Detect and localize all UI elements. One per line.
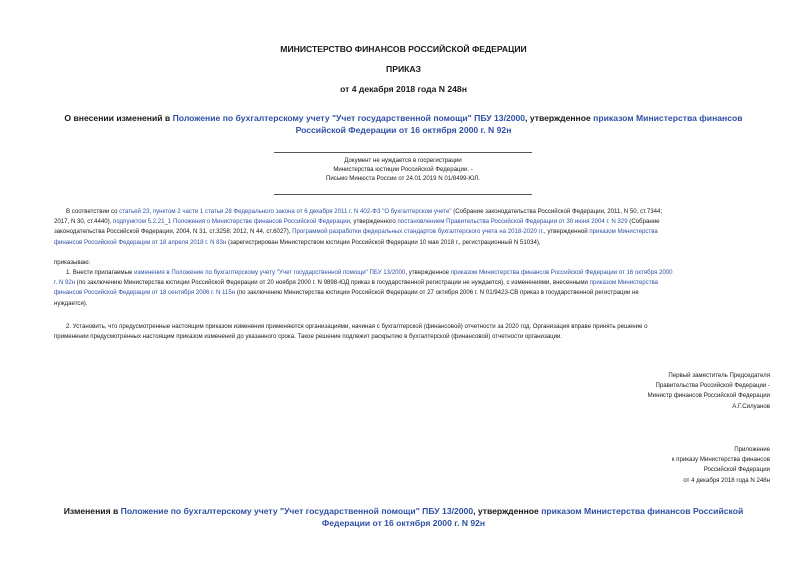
signature-line: А.Г.Силуанов: [732, 402, 770, 410]
para-text: 2017, N 30, ст.4440),: [54, 218, 114, 226]
signature-line: Правительства Российской Федерации -: [655, 382, 770, 390]
link-law-402fz[interactable]: статьей 23, пунктом 2 части 1 статьи 28 Федерального закона от 6 декабря 2011 г. N 402-ФЗ "О бухгалтерском учете": [119, 208, 452, 215]
item-text: 1. Внести прилагаемые: [66, 269, 135, 276]
signature-block: [470, 371, 770, 412]
signature-line: Министр финансов Российской Федерации: [647, 392, 770, 400]
divider-top: [274, 152, 532, 153]
title-link-order-cont[interactable]: Российской Федерации от 16 октября 2000 г. N 92н: [295, 125, 512, 135]
para-text: (зарегистрирован Министерством юстиции Российской Федерации 10 мая 2018 г., регистрационный N 51034),: [226, 238, 541, 246]
note-line: Письмо Минюста России от 24.01.2019 N 01/8499-ЮЛ.: [326, 175, 480, 182]
para-text: (Собрание законодательства Российской Федерации, 2011, N 50, ст.7344;: [451, 208, 663, 215]
item-2-paragraph: [54, 322, 768, 342]
para-text: (Собрание: [627, 218, 660, 226]
link-order-83n-cont[interactable]: финансов Российской Федерации от 18 апреля 2018 г. N 83н: [54, 238, 227, 246]
item-1-paragraph: [54, 268, 768, 309]
registration-note: [274, 156, 532, 183]
para-text: В соответствии со: [66, 208, 120, 215]
note-line: Документ не нуждается в госрегистрации: [344, 157, 462, 164]
item-2-line: 2. Установить, что предусмотренные настоящим приказом изменения применяются организациями, начиная с бухгалтерской (финансовой) отчетности за 2020 год. Организация вправе принять решение о: [66, 323, 648, 330]
doc-type-heading: ПРИКАЗ: [386, 64, 421, 74]
note-line: Министерства юстиции Российской Федерации. -: [333, 166, 473, 173]
title-text: О внесении изменений в: [64, 113, 173, 123]
link-resolution-329[interactable]: постановлением Правительства Российской Федерации от 30 июня 2004 г. N 329: [397, 218, 628, 226]
link-order-115n-cont[interactable]: финансов Российской Федерации от 18 сентября 2006 г. N 115н: [54, 289, 236, 297]
title-link-order[interactable]: приказом Министерства финансов: [593, 113, 743, 123]
item-text: , утвержденное: [405, 269, 451, 276]
title-link-pbu[interactable]: Положение по бухгалтерскому учету "Учет государственной помощи" ПБУ 13/2000: [172, 113, 526, 123]
link-program-fsbu[interactable]: Программой разработки федеральных стандартов бухгалтерского учета на 2018-2020 гг.: [292, 228, 544, 236]
divider-bottom: [274, 194, 532, 195]
appendix-line: от 4 декабря 2018 года N 248н: [683, 476, 770, 484]
link-order-83n[interactable]: приказом Министерства: [589, 228, 658, 236]
link-order-92n-cont[interactable]: г. N 92н: [54, 279, 76, 287]
title-text: , утвержденное: [525, 113, 594, 123]
appendix-line: Приложение: [734, 446, 770, 453]
link-order-115n[interactable]: приказом Министерства: [589, 279, 659, 287]
link-regulation-minfin[interactable]: подпунктом 5.2.21_1 Положения о Министерстве финансов Российской Федерации: [113, 218, 351, 226]
bottom-title-text: Изменения в: [63, 506, 121, 516]
order-word: приказываю:: [54, 259, 91, 266]
item-text: нуждается).: [54, 299, 88, 307]
bottom-title-link-pbu[interactable]: Положение по бухгалтерскому учету "Учет государственной помощи" ПБУ 13/2000: [120, 506, 474, 516]
item-text: (по заключению Министерства юстиции Российской Федерации от 27 октября 2006 г. N 01/9423-СВ приказ в государственной регистрации не: [235, 289, 639, 297]
signature-line: Первый заместитель Председателя: [668, 372, 770, 379]
para-text: законодательства Российской Федерации, 2004, N 31, ст.3258; 2012, N 44, ст.6027),: [54, 228, 293, 236]
para-text: , утвержденного: [350, 218, 398, 226]
appendix-line: Российской Федерации: [703, 466, 770, 474]
appendix-block: [470, 445, 770, 486]
link-changes-pbu[interactable]: изменения в Положение по бухгалтерскому учету "Учет государственной помощи" ПБУ 13/2000: [134, 269, 406, 276]
preamble-paragraph: [54, 207, 768, 248]
link-order-92n[interactable]: приказом Министерства финансов Российской Федерации от 16 октября 2000: [450, 269, 673, 276]
para-text: , утвержденной: [543, 228, 590, 236]
document-title: [0, 112, 807, 136]
item-text: (по заключению Министерства юстиции Российской Федерации от 20 ноября 2000 г. N 9898-ЮД приказ в государственной регистрации не нуждается), с изменениями, внесенными: [75, 279, 590, 287]
changes-title: [0, 505, 807, 529]
bottom-title-link-order-cont[interactable]: Федерации от 16 октября 2000 г. N 92н: [321, 518, 486, 528]
item-2-line: применении предусмотренных настоящим приказом изменений до указанного срока. Такое решение подлежит раскрытию в бухгалтерской (финансовой) отчетности организации.: [54, 333, 563, 341]
bottom-title-link-order[interactable]: приказом Министерства финансов Российской: [541, 506, 744, 516]
doc-date: от 4 декабря 2018 года N 248н: [340, 84, 467, 94]
appendix-line: к приказу Министерства финансов: [671, 456, 770, 464]
ministry-heading: МИНИСТЕРСТВО ФИНАНСОВ РОССИЙСКОЙ ФЕДЕРАЦИИ: [280, 44, 527, 54]
bottom-title-text: , утвержденное: [473, 506, 542, 516]
